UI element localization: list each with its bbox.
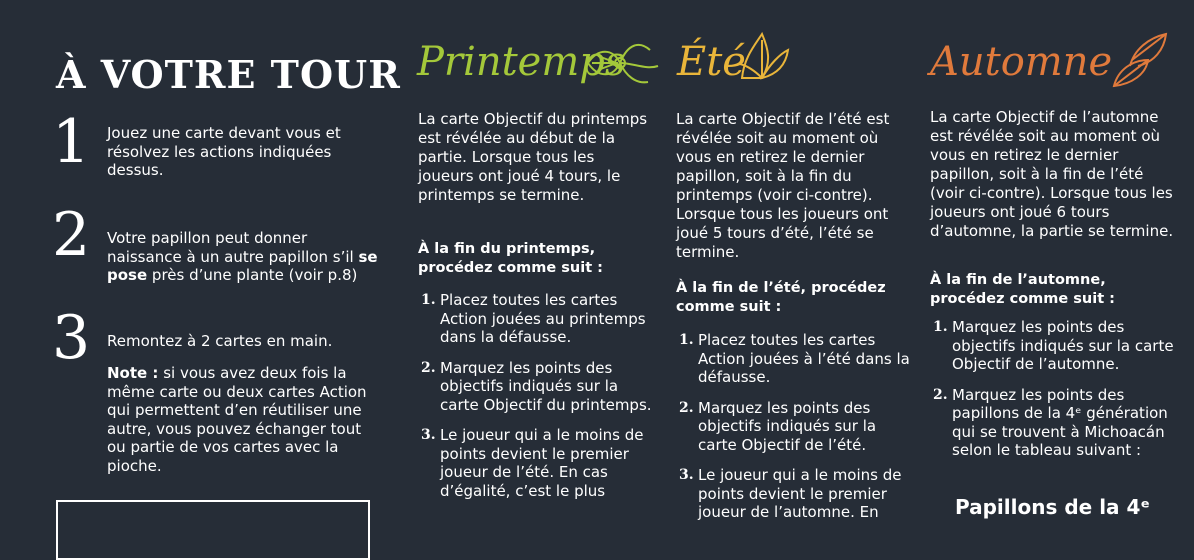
summer-end-heading: À la fin de l’été, procédez comme suit : [676,280,886,315]
spring-end-heading: À la fin du printemps, procédez comme suit : [418,241,603,276]
list-text: Placez toutes les cartes Action jouées au printemps dans la défausse. [440,291,646,346]
list-item [676,466,916,522]
list-item [418,359,658,415]
list-item [930,318,1175,374]
note-label: Note : [107,364,159,382]
list-number: 3. [421,427,436,443]
step-number: 3 [52,303,91,373]
summer-intro: La carte Objectif de l’été est révélée soit au moment où vous en retirez le dernier papillon, soit à la fin du printemps (voir ci-contre). Lorsque tous les joueurs ont joué 5 tours d’été, l’été se termine. [676,110,890,261]
autumn-list [930,318,1175,472]
list-text: Marquez les points des papillons de la 4ᵉ génération qui se trouvent à Michoacán selon le tableau suivant : [952,385,1168,459]
step-number: 1 [52,107,91,177]
autumn-title: Automne [930,39,1113,85]
list-number: 3. [679,467,694,483]
list-text: Placez toutes les cartes Action jouées à l’été dans la défausse. [698,331,910,386]
list-number: 2. [421,359,436,376]
summer-title: Été [677,39,746,85]
flower-icon [578,38,662,88]
list-text: Le joueur qui a le moins de points devient le premier joueur de l’automne. En [698,466,902,521]
list-number: 1. [421,292,436,308]
list-number: 1. [679,332,694,348]
spring-title: Printemps [417,39,626,85]
list-text: Marquez les points des objectifs indiqués sur la carte Objectif de l’été. [698,398,877,454]
leaf-icon [734,28,792,84]
step-text-part: près d’une plante (voir p.8) [147,266,358,284]
spring-intro: La carte Objectif du printemps est révélée au début de la partie. Lorsque tous les joueurs ont joué 4 tours, le printemps se termine. [418,110,648,204]
list-item [418,291,658,347]
step-text-bold: se pose [107,247,378,284]
step-text: Remontez à 2 cartes en main. [107,332,333,350]
autumn-intro: La carte Objectif de l’automne est révélée soit au moment où vous en retirez le dernier papillon, soit à la fin de l’été (voir ci-contre). Lorsque tous les joueurs ont joué 6 tours d’automne, la partie se termine. [930,108,1174,240]
page-title: À VOTRE TOUR [56,52,401,97]
autumn-leaf-icon [1108,30,1170,90]
list-text: Marquez les points des objectifs indiqués sur la carte Objectif du printemps. [440,358,652,414]
step-text [107,229,382,285]
list-item [930,386,1175,460]
summer-list [676,331,916,534]
list-item [676,331,916,387]
list-text: Le joueur qui a le moins de points devient le premier joueur de l’été. En cas d’égalité, c’est le plus [440,426,644,500]
list-number: 2. [679,399,694,416]
list-item [418,426,658,500]
table-heading: Papillons de la 4ᵉ [955,495,1150,519]
spring-list [418,291,658,512]
note-text: si vous avez deux fois la même carte ou deux cartes Action qui permettent d’en réutiliser une autre, vous pouvez échanger tout ou partie de vos cartes avec la pioche. [107,364,367,475]
step-text-part: Votre papillon peut donner naissance à un autre papillon s’il [107,229,359,266]
autumn-end-heading: À la fin de l’automne, procédez comme suit : [930,272,1115,307]
step-text: Jouez une carte devant vous et résolvez les actions indiquées dessus. [107,124,341,179]
info-box [56,500,370,560]
step-note [107,364,382,475]
list-number: 1. [933,319,948,335]
list-number: 2. [933,386,948,403]
list-text: Marquez les points des objectifs indiqués sur la carte Objectif de l’automne. [952,318,1174,373]
list-item [676,399,916,455]
step-number: 2 [52,200,91,270]
